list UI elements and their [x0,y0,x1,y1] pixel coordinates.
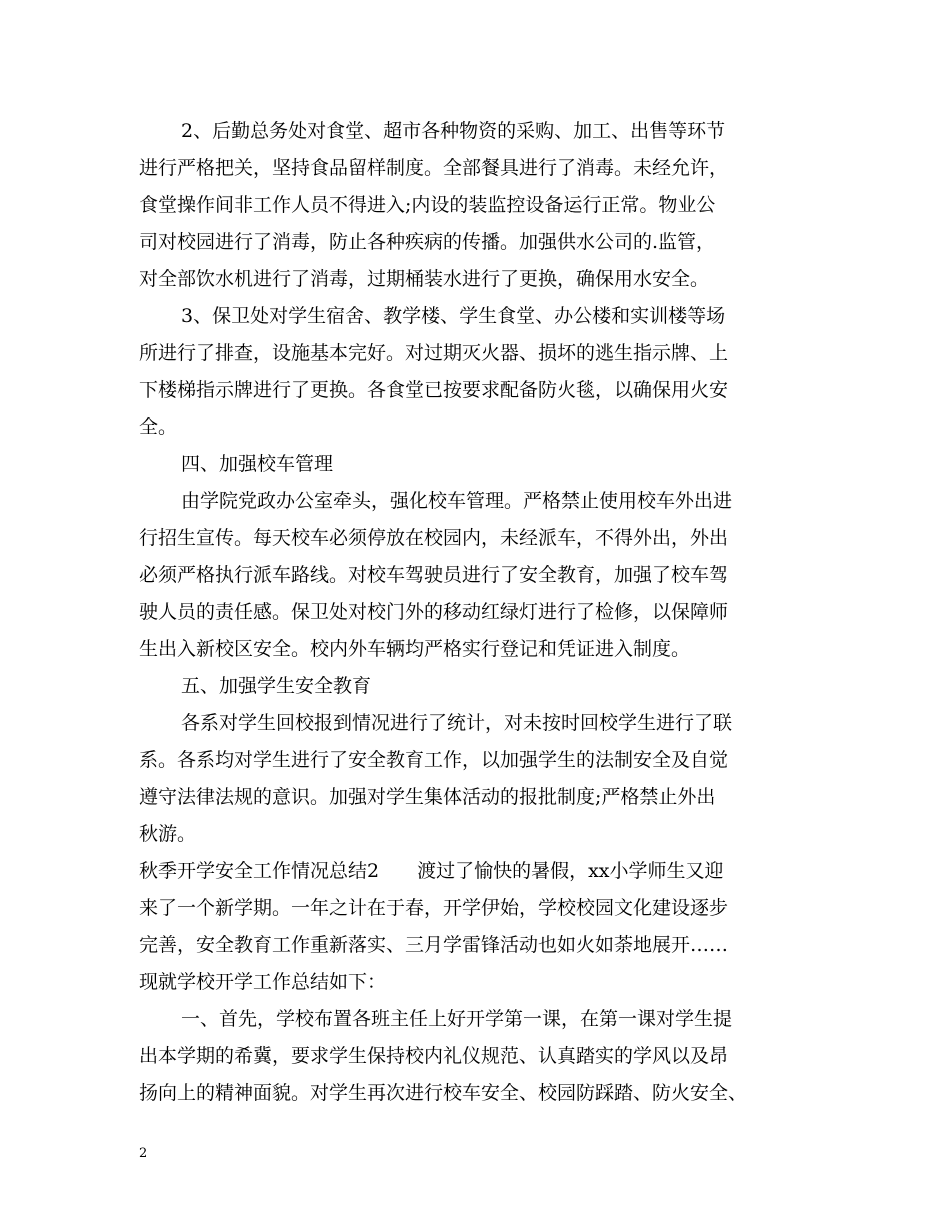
text-line: 秋游。 [139,823,197,845]
text-line: 生出入新校区安全。校内外车辆均严格实行登记和凭证进入制度。 [139,638,691,660]
text-line: 食堂操作间非工作人员不得进入;内设的装监控设备运行正常。物业公 [139,194,716,216]
page-number: 2 [139,1146,148,1161]
text-line: 各系对学生回校报到情况进行了统计，对未按时回校学生进行了联 [181,712,733,734]
text-line: 对全部饮水机进行了消毒，过期桶装水进行了更换，确保用水安全。 [139,268,710,290]
text-line: 秋季开学安全工作情况总结2 渡过了愉快的暑假，xx小学师生又迎 [139,860,724,882]
document-body [139,113,819,1112]
text-line: 司对校园进行了消毒，防止各种疾病的传播。加强供水公司的.监管， [139,231,716,253]
text-line: 现就学校开学工作总结如下： [139,971,387,993]
text-line: 完善，安全教育工作重新落实、三月学雷锋活动也如火如荼地展开…… [139,934,729,956]
text-line: 扬向上的精神面貌。对学生再次进行校车安全、校园防踩踏、防火安全、 [139,1082,748,1104]
text-line: 下楼梯指示牌进行了更换。各食堂已按要求配备防火毯，以确保用火安 [139,379,729,401]
text-line: 五、加强学生安全教育 [181,675,372,697]
text-line: 驶人员的责任感。保卫处对校门外的移动红绿灯进行了检修，以保障师 [139,601,729,623]
text-line: 来了一个新学期。一年之计在于春，开学伊始，学校校园文化建设逐步 [139,897,729,919]
text-line: 系。各系均对学生进行了安全教育工作，以加强学生的法制安全及自觉 [139,749,729,771]
text-line: 全。 [139,416,178,438]
text-line: 出本学期的希冀，要求学生保持校内礼仪规范、认真踏实的学风以及昂 [139,1045,729,1067]
text-line: 行招生宣传。每天校车必须停放在校园内，未经派车，不得外出，外出 [139,527,729,549]
text-line: 进行严格把关，坚持食品留样制度。全部餐具进行了消毒。未经允许， [139,157,729,179]
text-line: 必须严格执行派车路线。对校车驾驶员进行了安全教育，加强了校车驾 [139,564,729,586]
text-line: 3、保卫处对学生宿舍、教学楼、学生食堂、办公楼和实训楼等场 [181,305,726,327]
text-line: 四、加强校车管理 [181,453,334,475]
text-line: 2、后勤总务处对食堂、超市各种物资的采购、加工、出售等环节 [181,120,726,142]
text-line: 遵守法律法规的意识。加强对学生集体活动的报批制度;严格禁止外出 [139,786,716,808]
text-line: 所进行了排查，设施基本完好。对过期灭火器、损坏的逃生指示牌、上 [139,342,729,364]
text-line: 由学院党政办公室牵头，强化校车管理。严格禁止使用校车外出进 [181,490,733,512]
text-line: 一、首先，学校布置各班主任上好开学第一课，在第一课对学生提 [181,1008,733,1030]
